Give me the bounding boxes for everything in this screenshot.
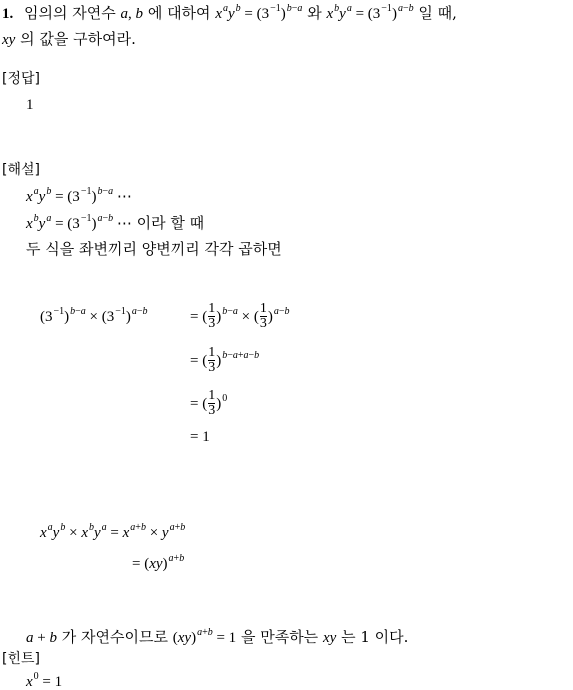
solution-line-3: 두 식을 좌변끼리 양변끼리 각각 곱하면: [26, 240, 282, 258]
problem-var-xy: xy: [2, 32, 16, 48]
conclusion-text-3: 는 1 이다.: [341, 628, 409, 646]
hint-header: [힌트]: [2, 651, 40, 667]
problem-eq-2: $x^by^a = (3^{-1})^{a-b}$: [326, 3, 414, 22]
answer-header: [정답]: [2, 71, 40, 87]
problem-vars-ab: a, b: [120, 6, 144, 22]
problem-text-4: 일 때,: [418, 4, 457, 22]
solution-header: [해설]: [2, 162, 40, 178]
conclusion-eq: (xy)$^{a+b}$ = 1: [172, 627, 237, 646]
derivation-1-rhs-3: = ( $\frac{1}{3}$ )$^0$: [190, 388, 228, 418]
conclusion-var-sum: a + b: [26, 630, 57, 646]
conclusion-text-1: 가 자연수이므로: [61, 628, 168, 646]
conclusion-var-xy: xy: [322, 630, 337, 646]
problem-text-5: 의 값을 구하여라.: [20, 30, 136, 48]
derivation-2-row-1: $x^ay^b \times x^by^a = x^{a+b} \times y^{a+b}$: [40, 522, 186, 541]
derivation-1-rhs-1: = ( $\frac{1}{3}$ )$^{b-a}$ × ( $\frac{1}{3}$ )$^{a-b}$: [190, 301, 290, 331]
solution-line-1: $x^ay^b = (3^{-1})^{b-a}$ ⋯: [26, 186, 132, 205]
solution-eq-2: $x^by^a = (3^{-1})^{a-b}$ ⋯: [26, 213, 132, 232]
hint-formula: $x^0 = 1$: [26, 671, 63, 690]
problem-eq-1: $x^ay^b = (3^{-1})^{b-a}$: [215, 3, 303, 22]
answer-value: 1: [26, 97, 34, 113]
problem-text-3: 와: [307, 4, 322, 22]
problem-text-1: 임의의 자연수: [24, 4, 116, 22]
solution-line-2: [26, 213, 205, 232]
derivation-1-row-1: $(3^{-1})^{b-a} \times (3^{-1})^{a-b}$: [40, 306, 148, 325]
derivation-1-rhs-2: = ( $\frac{1}{3}$ )$^{b-a+a-b}$: [190, 345, 260, 375]
derivation-1-rhs-4: = 1: [190, 429, 210, 445]
derivation-2-row-2: = (xy)$^{a+b}$: [132, 553, 185, 572]
problem-number: 1.: [2, 6, 14, 22]
solution-conclusion: [26, 627, 409, 646]
conclusion-text-2: 을 만족하는: [240, 628, 319, 646]
problem-line-1: [2, 3, 457, 22]
solution-line-2-text: 이라 할 때: [136, 214, 205, 232]
problem-line-2: [2, 32, 136, 48]
problem-text-2: 에 대하여: [147, 4, 211, 22]
